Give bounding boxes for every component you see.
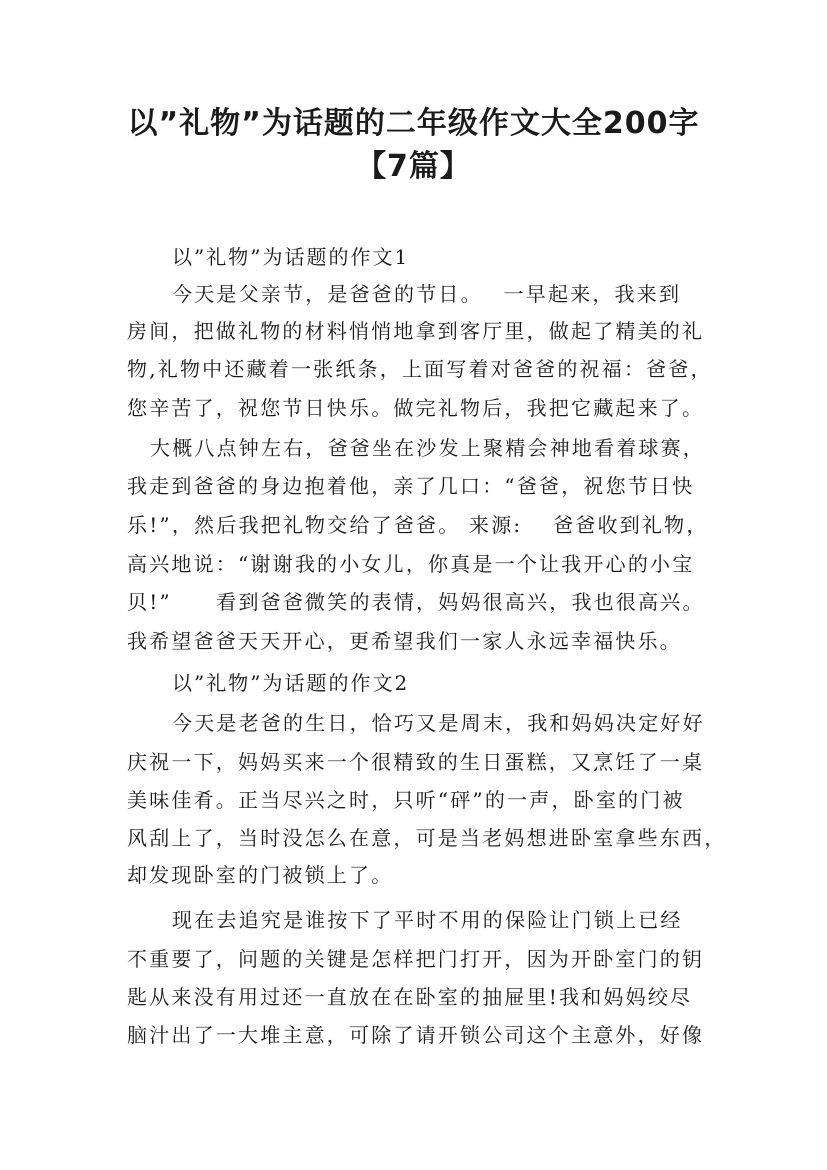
paragraph-line: 乐!”，然后我把礼物交给了爸爸。 来源: 爸爸收到礼物， [127, 513, 709, 537]
paragraph-line: 您辛苦了，祝您节日快乐。做完礼物后，我把它藏起来了。 [127, 396, 705, 420]
paragraph-line: 庆祝一下，妈妈买来一个很精致的生日蛋糕，又烹饪了一桌 [127, 750, 705, 774]
paragraph-line: 大概八点钟左右，爸爸坐在沙发上聚精会神地看着球赛， [150, 436, 705, 460]
document-title-line2: 【7篇】 [356, 149, 471, 184]
paragraph-line: 匙从来没有用过还一直放在在卧室的抽屉里!我和妈妈绞尽 [127, 985, 693, 1009]
paragraph-line: 却发现卧室的门被锁上了。 [127, 863, 394, 887]
paragraph-line: 脑汁出了一大堆主意，可除了请开锁公司这个主意外，好像 [127, 1023, 705, 1047]
paragraph-line: 今天是老爸的生日，恰巧又是周末，我和妈妈决定好好 [172, 711, 705, 735]
essay-heading-1: 以”礼物”为话题的作文1 [172, 245, 410, 269]
essay-heading-2: 以”礼物”为话题的作文2 [172, 671, 410, 695]
paragraph-line: 我走到爸爸的身边抱着他，亲了几口：“爸爸，祝您节日快 [127, 474, 695, 498]
paragraph-line: 高兴地说：“谢谢我的小女儿，你真是一个让我开心的小宝 [127, 552, 695, 576]
paragraph-line: 现在去追究是谁按下了平时不用的保险让门锁上已经 [172, 908, 683, 932]
paragraph-line: 今天是父亲节，是爸爸的节日。 一早起来，我来到 [172, 282, 682, 306]
paragraph-line: 贝!” 看到爸爸微笑的表情，妈妈很高兴，我也很高兴。 [127, 590, 705, 614]
document-title-line1: 以”礼物”为话题的二年级作文大全200字 [127, 106, 700, 141]
paragraph-line: 物,礼物中还藏着一张纸条，上面写着对爸爸的祝福：爸爸， [127, 357, 713, 381]
paragraph-line: 我希望爸爸天天开心，更希望我们一家人永远幸福快乐。 [127, 629, 682, 653]
paragraph-line: 美味佳肴。正当尽兴之时，只听“砰”的一声，卧室的门被 [127, 788, 685, 812]
paragraph-line: 房间，把做礼物的材料悄悄地拿到客厅里，做起了精美的礼 [127, 319, 705, 343]
paragraph-line: 不重要了，问题的关键是怎样把门打开，因为开卧室门的钥 [127, 947, 705, 971]
paragraph-line: 风刮上了，当时没怎么在意，可是当老妈想进卧室拿些东西， [127, 826, 727, 850]
